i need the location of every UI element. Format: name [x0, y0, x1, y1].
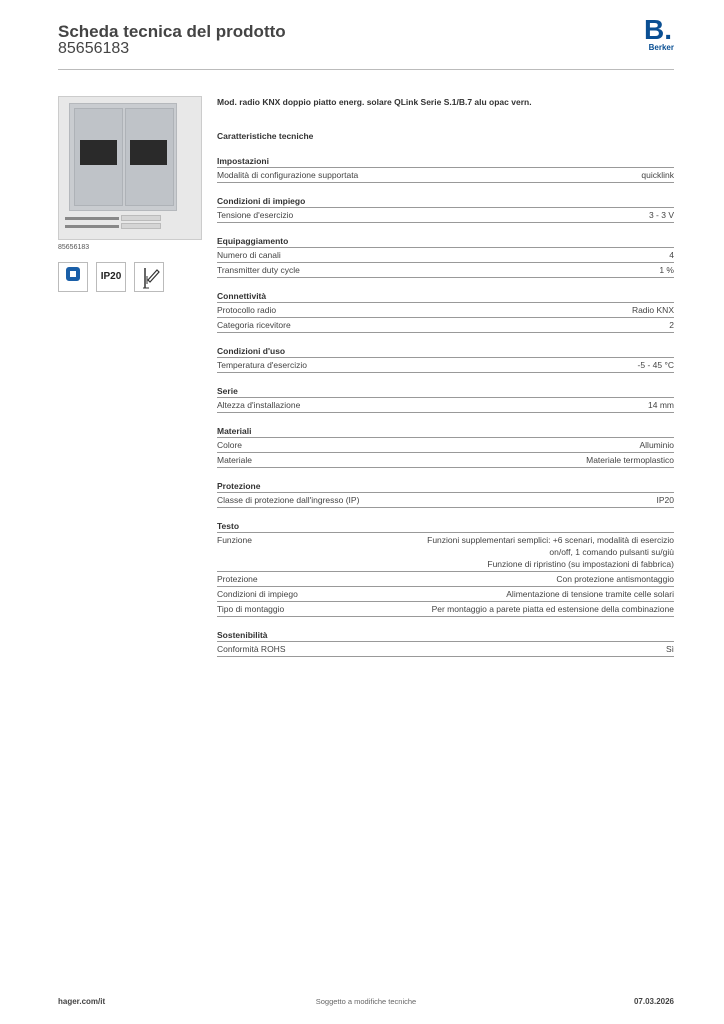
footer-date: 07.03.2026: [633, 997, 674, 1006]
footer-website: hager.com/it: [58, 997, 106, 1006]
product-name: Mod. radio KNX doppio piatto energ. solare QLink Serie S.1/B.7 alu opac vern.: [217, 97, 532, 107]
page-header: [58, 14, 674, 70]
spec-row: [217, 248, 674, 263]
spec-label: Classe di protezione dall'ingresso (IP): [217, 495, 360, 505]
spec-row: [217, 438, 674, 453]
spec-label: Protezione: [217, 574, 258, 584]
spec-row: [217, 602, 674, 617]
switch-plate: [69, 103, 177, 211]
spec-section: [217, 480, 674, 508]
spec-label: Transmitter duty cycle: [217, 265, 300, 275]
section-title: Connettività: [217, 290, 674, 303]
logo-letter: B.: [644, 14, 672, 45]
spec-label: Protocollo radio: [217, 305, 277, 315]
spec-value: Alluminio: [639, 440, 674, 450]
section-title: Protezione: [217, 480, 674, 493]
section-title: Condizioni di impiego: [217, 195, 674, 208]
section-title: Testo: [217, 520, 674, 533]
spec-section: [217, 235, 674, 278]
spec-row: [217, 263, 674, 278]
spec-row: [217, 358, 674, 373]
spec-value: Alimentazione di tensione tramite celle solari: [506, 589, 674, 599]
spec-row: [217, 533, 674, 572]
spec-value: Con protezione antismontaggio: [556, 574, 674, 584]
spec-value: Radio KNX: [631, 305, 674, 315]
spec-value: Per montaggio a parete piatta ed estensione della combinazione: [431, 604, 674, 614]
wall-plug: [121, 223, 161, 229]
ip-rating-label: IP20: [100, 271, 122, 282]
spec-row: [217, 572, 674, 587]
spec-label: Categoria ricevitore: [217, 320, 291, 330]
spec-value: 14 mm: [648, 400, 674, 410]
spec-value: quicklink: [641, 170, 674, 180]
spec-value: -5 - 45 °C: [637, 360, 674, 370]
spec-sections: [217, 155, 674, 657]
spec-row: [217, 493, 674, 508]
spec-value: 4: [669, 250, 674, 260]
spec-value: IP20: [656, 495, 674, 505]
section-title: Equipaggiamento: [217, 235, 674, 248]
spec-value: Materiale termoplastico: [586, 455, 674, 465]
spec-label: Modalità di configurazione supportata: [217, 170, 359, 180]
ip20-icon: [96, 262, 126, 292]
spec-row: [217, 208, 674, 223]
spec-value: 2: [669, 320, 674, 330]
spec-label: Funzione: [217, 535, 252, 545]
spec-label: Colore: [217, 440, 243, 450]
berker-logo: [638, 14, 674, 56]
spec-label: Altezza d'installazione: [217, 400, 301, 410]
spec-section: [217, 345, 674, 373]
section-title: Condizioni d'uso: [217, 345, 674, 358]
section-title: Serie: [217, 385, 674, 398]
spec-section: [217, 195, 674, 223]
product-image: [58, 96, 202, 240]
spec-label: Tipo di montaggio: [217, 604, 285, 614]
mounting-symbol: [139, 266, 161, 290]
screw: [65, 225, 119, 228]
spec-label: Condizioni di impiego: [217, 589, 298, 599]
footer-disclaimer: Soggetto a modifiche tecniche: [315, 997, 417, 1006]
spec-section: [217, 425, 674, 468]
section-title: Sostenibilità: [217, 629, 674, 642]
page-footer: [58, 997, 674, 1011]
section-title: Impostazioni: [217, 155, 674, 168]
spec-label: Numero di canali: [217, 250, 281, 260]
spec-section: [217, 290, 674, 333]
screw: [65, 217, 119, 220]
spec-label: Conformità ROHS: [217, 644, 286, 654]
logo-brand: Berker: [648, 43, 674, 52]
solar-cell-left: [80, 140, 117, 165]
spec-section: [217, 155, 674, 183]
specifications: [217, 95, 674, 657]
spec-value: 1 %: [659, 265, 674, 275]
spec-section: [217, 385, 674, 413]
spec-label: Temperatura d'esercizio: [217, 360, 307, 370]
spec-row: [217, 318, 674, 333]
spec-row: [217, 453, 674, 468]
spec-value: 3 - 3 V: [648, 210, 674, 220]
product-code: 85656183: [58, 40, 130, 57]
spec-section: [217, 629, 674, 657]
spec-row: [217, 398, 674, 413]
spec-row: [217, 587, 674, 602]
mounting-icon: [134, 262, 164, 292]
spec-value: Sì: [665, 644, 674, 654]
spec-row: [217, 303, 674, 318]
spec-label: Tensione d'esercizio: [217, 210, 294, 220]
spec-section: [217, 520, 674, 617]
section-title: Materiali: [217, 425, 674, 438]
wall-plug: [121, 215, 161, 221]
solar-cell-right: [130, 140, 167, 165]
characteristics-title: Caratteristiche tecniche: [217, 131, 314, 141]
spec-value: Funzioni supplementari semplici: +6 scenari, modalità di esercizio on/off, 1 comando pulsanti su/giù Funzione di ripristino (su impostazioni di fabbrica): [427, 535, 674, 569]
spec-label: Materiale: [217, 455, 252, 465]
image-caption: 85656183: [58, 244, 90, 251]
page-title: Scheda tecnica del prodotto: [58, 22, 286, 41]
spec-row: [217, 642, 674, 657]
spec-row: [217, 168, 674, 183]
quicklink-icon: [58, 262, 88, 292]
